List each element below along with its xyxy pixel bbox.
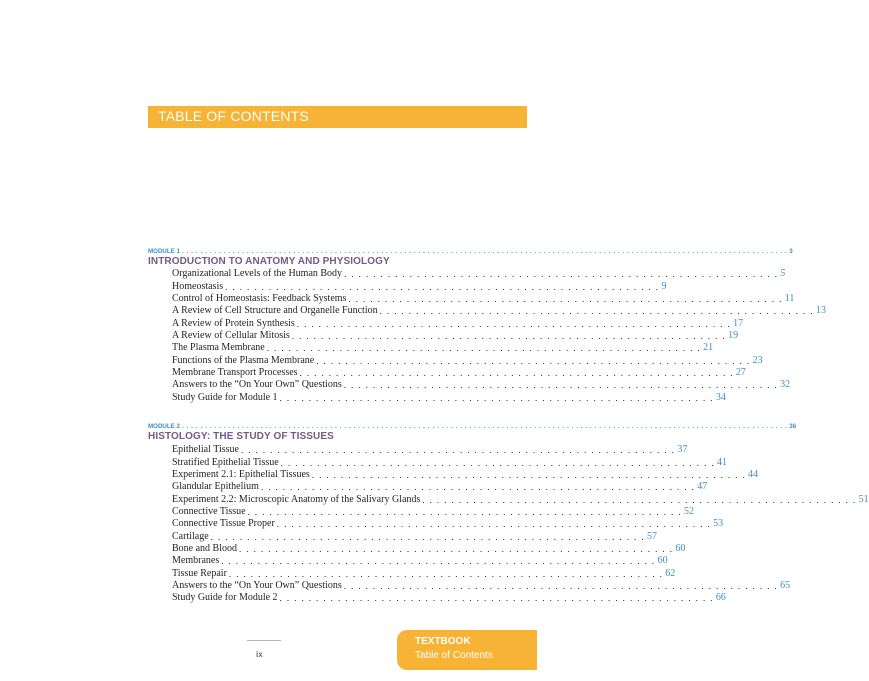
page-link[interactable]: 11 — [784, 293, 795, 305]
page-link[interactable]: 34 — [715, 391, 726, 403]
page-link[interactable]: 17 — [733, 317, 744, 329]
toc-entry[interactable]: Answers to the “On Your Own” Questions . . . . . . . . . . . . . . . . . . . . . . . . . . . . . . . . . . . . . . . . . . . . . . . . . . . . . . . . . . . . 65 — [172, 580, 791, 592]
toc-banner — [148, 106, 527, 128]
dot-leader: . . . . . . . . . . . . . . . . . . . . . . . . . . . . . . . . . . . . . . . . . . . . . . . . . . . . . . . . . . . . — [266, 343, 702, 354]
side-tab-title: TEXTBOOK — [415, 636, 471, 647]
dot-leader: . . . . . . . . . . . . . . . . . . . . . . . . . . . . . . . . . . . . . . . . . . . . . . . . . . . . . . . . . . . . — [228, 568, 664, 579]
dot-leader: . . . . . . . . . . . . . . . . . . . . . . . . . . . . . . . . . . . . . . . . . . . . . . . . . . . . . . . . . . . . — [280, 457, 716, 468]
toc-entry[interactable]: Stratified Epithelial Tissue . . . . . . . . . . . . . . . . . . . . . . . . . . . . . . . . . . . . . . . . . . . . . . . . . . . . . . . . . . . . 41 — [172, 456, 728, 468]
textbook-side-tab[interactable] — [397, 630, 537, 670]
page-link[interactable]: 60 — [675, 543, 686, 555]
page-link[interactable]: 65 — [780, 580, 791, 592]
toc-entry[interactable]: Epithelial Tissue . . . . . . . . . . . . . . . . . . . . . . . . . . . . . . . . . . . . . . . . . . . . . . . . . . . . . . . . . . . . 37 — [172, 444, 688, 456]
dot-leader: . . . . . . . . . . . . . . . . . . . . . . . . . . . . . . . . . . . . . . . . . . . . . . . . . . . . . . . . . . . . — [291, 331, 727, 342]
toc-entry[interactable]: Experiment 2.2: Microscopic Anatomy of the Salivary Glands . . . . . . . . . . . . . . . . . . . . . . . . . . . . . . . . . . . . . . . . . . . . . . . . . . . . . . . . . . . . 51 — [172, 493, 869, 505]
page-link[interactable]: 5 — [780, 268, 786, 280]
toc-entry[interactable]: A Review of Protein Synthesis . . . . . . . . . . . . . . . . . . . . . . . . . . . . . . . . . . . . . . . . . . . . . . . . . . . . . . . . . . . . 17 — [172, 317, 744, 329]
side-tab-subtitle: Table of Contents — [415, 650, 493, 661]
toc-entry[interactable]: Connective Tissue . . . . . . . . . . . . . . . . . . . . . . . . . . . . . . . . . . . . . . . . . . . . . . . . . . . . . . . . . . . . 52 — [172, 506, 694, 518]
toc-entry[interactable]: Control of Homeostasis: Feedback Systems . . . . . . . . . . . . . . . . . . . . . . . . . . . . . . . . . . . . . . . . . . . . . . . . . . . . . . . . . . . . 11 — [172, 293, 795, 305]
page-link[interactable]: 41 — [717, 456, 728, 468]
toc-entry[interactable]: Tissue Repair . . . . . . . . . . . . . . . . . . . . . . . . . . . . . . . . . . . . . . . . . . . . . . . . . . . . . . . . . . . . 62 — [172, 567, 676, 579]
toc-entry[interactable]: Study Guide for Module 1 . . . . . . . . . . . . . . . . . . . . . . . . . . . . . . . . . . . . . . . . . . . . . . . . . . . . . . . . . . . . 34 — [172, 391, 726, 403]
dot-leader: . . . . . . . . . . . . . . . . . . . . . . . . . . . . . . . . . . . . . . . . . . . . . . . . . . . . . . . . . . . . — [247, 507, 682, 518]
dot-leader: . . . . . . . . . . . . . . . . . . . . . . . . . . . . . . . . . . . . . . . . . . . . . . . . . . . . . . . . . . . . — [276, 519, 712, 530]
page-link[interactable]: 32 — [780, 379, 791, 391]
page-link[interactable]: 57 — [647, 530, 658, 542]
toc-entry[interactable]: Glandular Epithelium . . . . . . . . . . . . . . . . . . . . . . . . . . . . . . . . . . . . . . . . . . . . . . . . . . . . . . . . . . . . 47 — [172, 481, 708, 493]
dot-leader: . . . . . . . . . . . . . . . . . . . . . . . . . . . . . . . . . . . . . . . . . . . . . . . . . . . . . . . . . . . . — [239, 544, 674, 555]
toc-entry[interactable]: Organizational Levels of the Human Body . . . . . . . . . . . . . . . . . . . . . . . . . . . . . . . . . . . . . . . . . . . . . . . . . . . . . . . . . . . . 5 — [172, 268, 786, 280]
module-2-entries — [172, 444, 869, 604]
page-link[interactable]: 37 — [677, 444, 688, 456]
dot-leader: . . . . . . . . . . . . . . . . . . . . . . . . . . . . . . . . . . . . . . . . . . . . . . . . . . . . . . . . . . . . — [279, 392, 714, 403]
toc-entry[interactable]: Cartilage . . . . . . . . . . . . . . . . . . . . . . . . . . . . . . . . . . . . . . . . . . . . . . . . . . . . . . . . . . . . 57 — [172, 530, 658, 542]
page-link[interactable]: 62 — [665, 567, 676, 579]
dot-leader: . . . . . . . . . . . . . . . . . . . . . . . . . . . . . . . . . . . . . . . . . . . . . . . . . . . . . . . . . . . . — [422, 494, 857, 505]
dot-leader: . . . . . . . . . . . . . . . . . . . . . . . . . . . . . . . . . . . . . . . . . . . . . . . . . . . . . . . . . . . . — [348, 294, 783, 305]
module-2-line[interactable] — [148, 420, 797, 430]
page-link[interactable]: 52 — [683, 506, 694, 518]
toc-entry[interactable]: Answers to the “On Your Own” Questions . . . . . . . . . . . . . . . . . . . . . . . . . . . . . . . . . . . . . . . . . . . . . . . . . . . . . . . . . . . . 32 — [172, 379, 791, 391]
page-link[interactable]: 60 — [657, 555, 668, 567]
toc-entry[interactable]: Connective Tissue Proper . . . . . . . . . . . . . . . . . . . . . . . . . . . . . . . . . . . . . . . . . . . . . . . . . . . . . . . . . . . . 53 — [172, 518, 724, 530]
module-1-entries — [172, 268, 826, 404]
page-link[interactable]: 13 — [815, 305, 826, 317]
page-link[interactable]: 66 — [715, 592, 726, 604]
toc-entry[interactable]: Functions of the Plasma Membrane . . . . . . . . . . . . . . . . . . . . . . . . . . . . . . . . . . . . . . . . . . . . . . . . . . . . . . . . . . . . 23 — [172, 354, 763, 366]
dot-leader: . . . . . . . . . . . . . . . . . . . . . . . . . . . . . . . . . . . . . . . . . . . . . . . . . . . . . . . . . . . . — [225, 281, 660, 292]
module-1-title: INTRODUCTION TO ANATOMY AND PHYSIOLOGY — [148, 256, 390, 267]
page-link[interactable]: 9 — [661, 280, 667, 292]
toc-entry[interactable]: A Review of Cell Structure and Organelle Function . . . . . . . . . . . . . . . . . . . . . . . . . . . . . . . . . . . . . . . . . . . . . . . . . . . . . . . . . . . . 13 — [172, 305, 826, 317]
page-link[interactable]: 53 — [713, 518, 724, 530]
dot-leader: . . . . . . . . . . . . . . . . . . . . . . . . . . . . . . . . . . . . . . . . . . . . . . . . . . . . . . . . . . . . — [299, 368, 734, 379]
dot-leader: . . . . . . . . . . . . . . . . . . . . . . . . . . . . . . . . . . . . . . . . . . . . . . . . . . . . . . . . . . . . — [343, 380, 779, 391]
dot-leader: . . . . . . . . . . . . . . . . . . . . . . . . . . . . . . . . . . . . . . . . . . . . . . . . . . . . . . . . . . . . . . . . . . . . . . . . . . . . . . . . . . . . . . . . . . . . . . . . . . . . . . . . . . . . . . . . . . . . . . . . . . . . . . . . . . . — [181, 423, 788, 430]
dot-leader: . . . . . . . . . . . . . . . . . . . . . . . . . . . . . . . . . . . . . . . . . . . . . . . . . . . . . . . . . . . . — [296, 318, 732, 329]
toc-entry[interactable]: Membrane Transport Processes . . . . . . . . . . . . . . . . . . . . . . . . . . . . . . . . . . . . . . . . . . . . . . . . . . . . . . . . . . . . 27 — [172, 367, 746, 379]
dot-leader: . . . . . . . . . . . . . . . . . . . . . . . . . . . . . . . . . . . . . . . . . . . . . . . . . . . . . . . . . . . . — [344, 269, 779, 280]
page-number: ix — [256, 650, 263, 659]
dot-leader: . . . . . . . . . . . . . . . . . . . . . . . . . . . . . . . . . . . . . . . . . . . . . . . . . . . . . . . . . . . . — [210, 531, 646, 542]
module-1-line[interactable] — [148, 245, 793, 255]
toc-entry[interactable]: Study Guide for Module 2 . . . . . . . . . . . . . . . . . . . . . . . . . . . . . . . . . . . . . . . . . . . . . . . . . . . . . . . . . . . . 66 — [172, 592, 726, 604]
toc-entry[interactable]: A Review of Cellular Mitosis . . . . . . . . . . . . . . . . . . . . . . . . . . . . . . . . . . . . . . . . . . . . . . . . . . . . . . . . . . . . 19 — [172, 330, 739, 342]
page-link[interactable]: 51 — [858, 493, 869, 505]
module-label: MODULE 2 — [148, 423, 180, 430]
module-page: 3 — [789, 248, 793, 255]
dot-leader: . . . . . . . . . . . . . . . . . . . . . . . . . . . . . . . . . . . . . . . . . . . . . . . . . . . . . . . . . . . . — [221, 556, 656, 567]
module-page: 36 — [789, 423, 797, 430]
page-link[interactable]: 44 — [748, 469, 759, 481]
dot-leader: . . . . . . . . . . . . . . . . . . . . . . . . . . . . . . . . . . . . . . . . . . . . . . . . . . . . . . . . . . . . — [311, 470, 747, 481]
dot-leader: . . . . . . . . . . . . . . . . . . . . . . . . . . . . . . . . . . . . . . . . . . . . . . . . . . . . . . . . . . . . — [260, 482, 696, 493]
dot-leader: . . . . . . . . . . . . . . . . . . . . . . . . . . . . . . . . . . . . . . . . . . . . . . . . . . . . . . . . . . . . — [343, 581, 779, 592]
module-label: MODULE 1 — [148, 248, 180, 255]
page-link[interactable]: 47 — [697, 481, 708, 493]
page-link[interactable]: 21 — [703, 342, 714, 354]
page-link[interactable]: 23 — [752, 354, 763, 366]
dot-leader: . . . . . . . . . . . . . . . . . . . . . . . . . . . . . . . . . . . . . . . . . . . . . . . . . . . . . . . . . . . . . . . . . . . . . . . . . . . . . . . . . . . . . . . . . . . . . . . . . . . . . . . . . . . . . . . . . . . . . . . . . . . . . . . . . . . — [181, 248, 788, 255]
page-link[interactable]: 27 — [735, 367, 746, 379]
toc-entry[interactable]: Homeostasis . . . . . . . . . . . . . . . . . . . . . . . . . . . . . . . . . . . . . . . . . . . . . . . . . . . . . . . . . . . . 9 — [172, 280, 667, 292]
dot-leader: . . . . . . . . . . . . . . . . . . . . . . . . . . . . . . . . . . . . . . . . . . . . . . . . . . . . . . . . . . . . — [240, 445, 676, 456]
toc-title: TABLE OF CONTENTS — [158, 108, 309, 124]
page-link[interactable]: 19 — [728, 330, 739, 342]
dot-leader: . . . . . . . . . . . . . . . . . . . . . . . . . . . . . . . . . . . . . . . . . . . . . . . . . . . . . . . . . . . . — [316, 355, 751, 366]
toc-entry[interactable]: Bone and Blood . . . . . . . . . . . . . . . . . . . . . . . . . . . . . . . . . . . . . . . . . . . . . . . . . . . . . . . . . . . . 60 — [172, 543, 686, 555]
toc-entry[interactable]: Experiment 2.1: Epithelial Tissues . . . . . . . . . . . . . . . . . . . . . . . . . . . . . . . . . . . . . . . . . . . . . . . . . . . . . . . . . . . . 44 — [172, 469, 759, 481]
module-2-title: HISTOLOGY: THE STUDY OF TISSUES — [148, 431, 334, 442]
dot-leader: . . . . . . . . . . . . . . . . . . . . . . . . . . . . . . . . . . . . . . . . . . . . . . . . . . . . . . . . . . . . — [379, 306, 814, 317]
toc-entry[interactable]: The Plasma Membrane . . . . . . . . . . . . . . . . . . . . . . . . . . . . . . . . . . . . . . . . . . . . . . . . . . . . . . . . . . . . 21 — [172, 342, 714, 354]
toc-entry[interactable]: Membranes . . . . . . . . . . . . . . . . . . . . . . . . . . . . . . . . . . . . . . . . . . . . . . . . . . . . . . . . . . . . 60 — [172, 555, 668, 567]
dot-leader: . . . . . . . . . . . . . . . . . . . . . . . . . . . . . . . . . . . . . . . . . . . . . . . . . . . . . . . . . . . . — [279, 593, 714, 604]
footer-divider — [247, 640, 281, 641]
